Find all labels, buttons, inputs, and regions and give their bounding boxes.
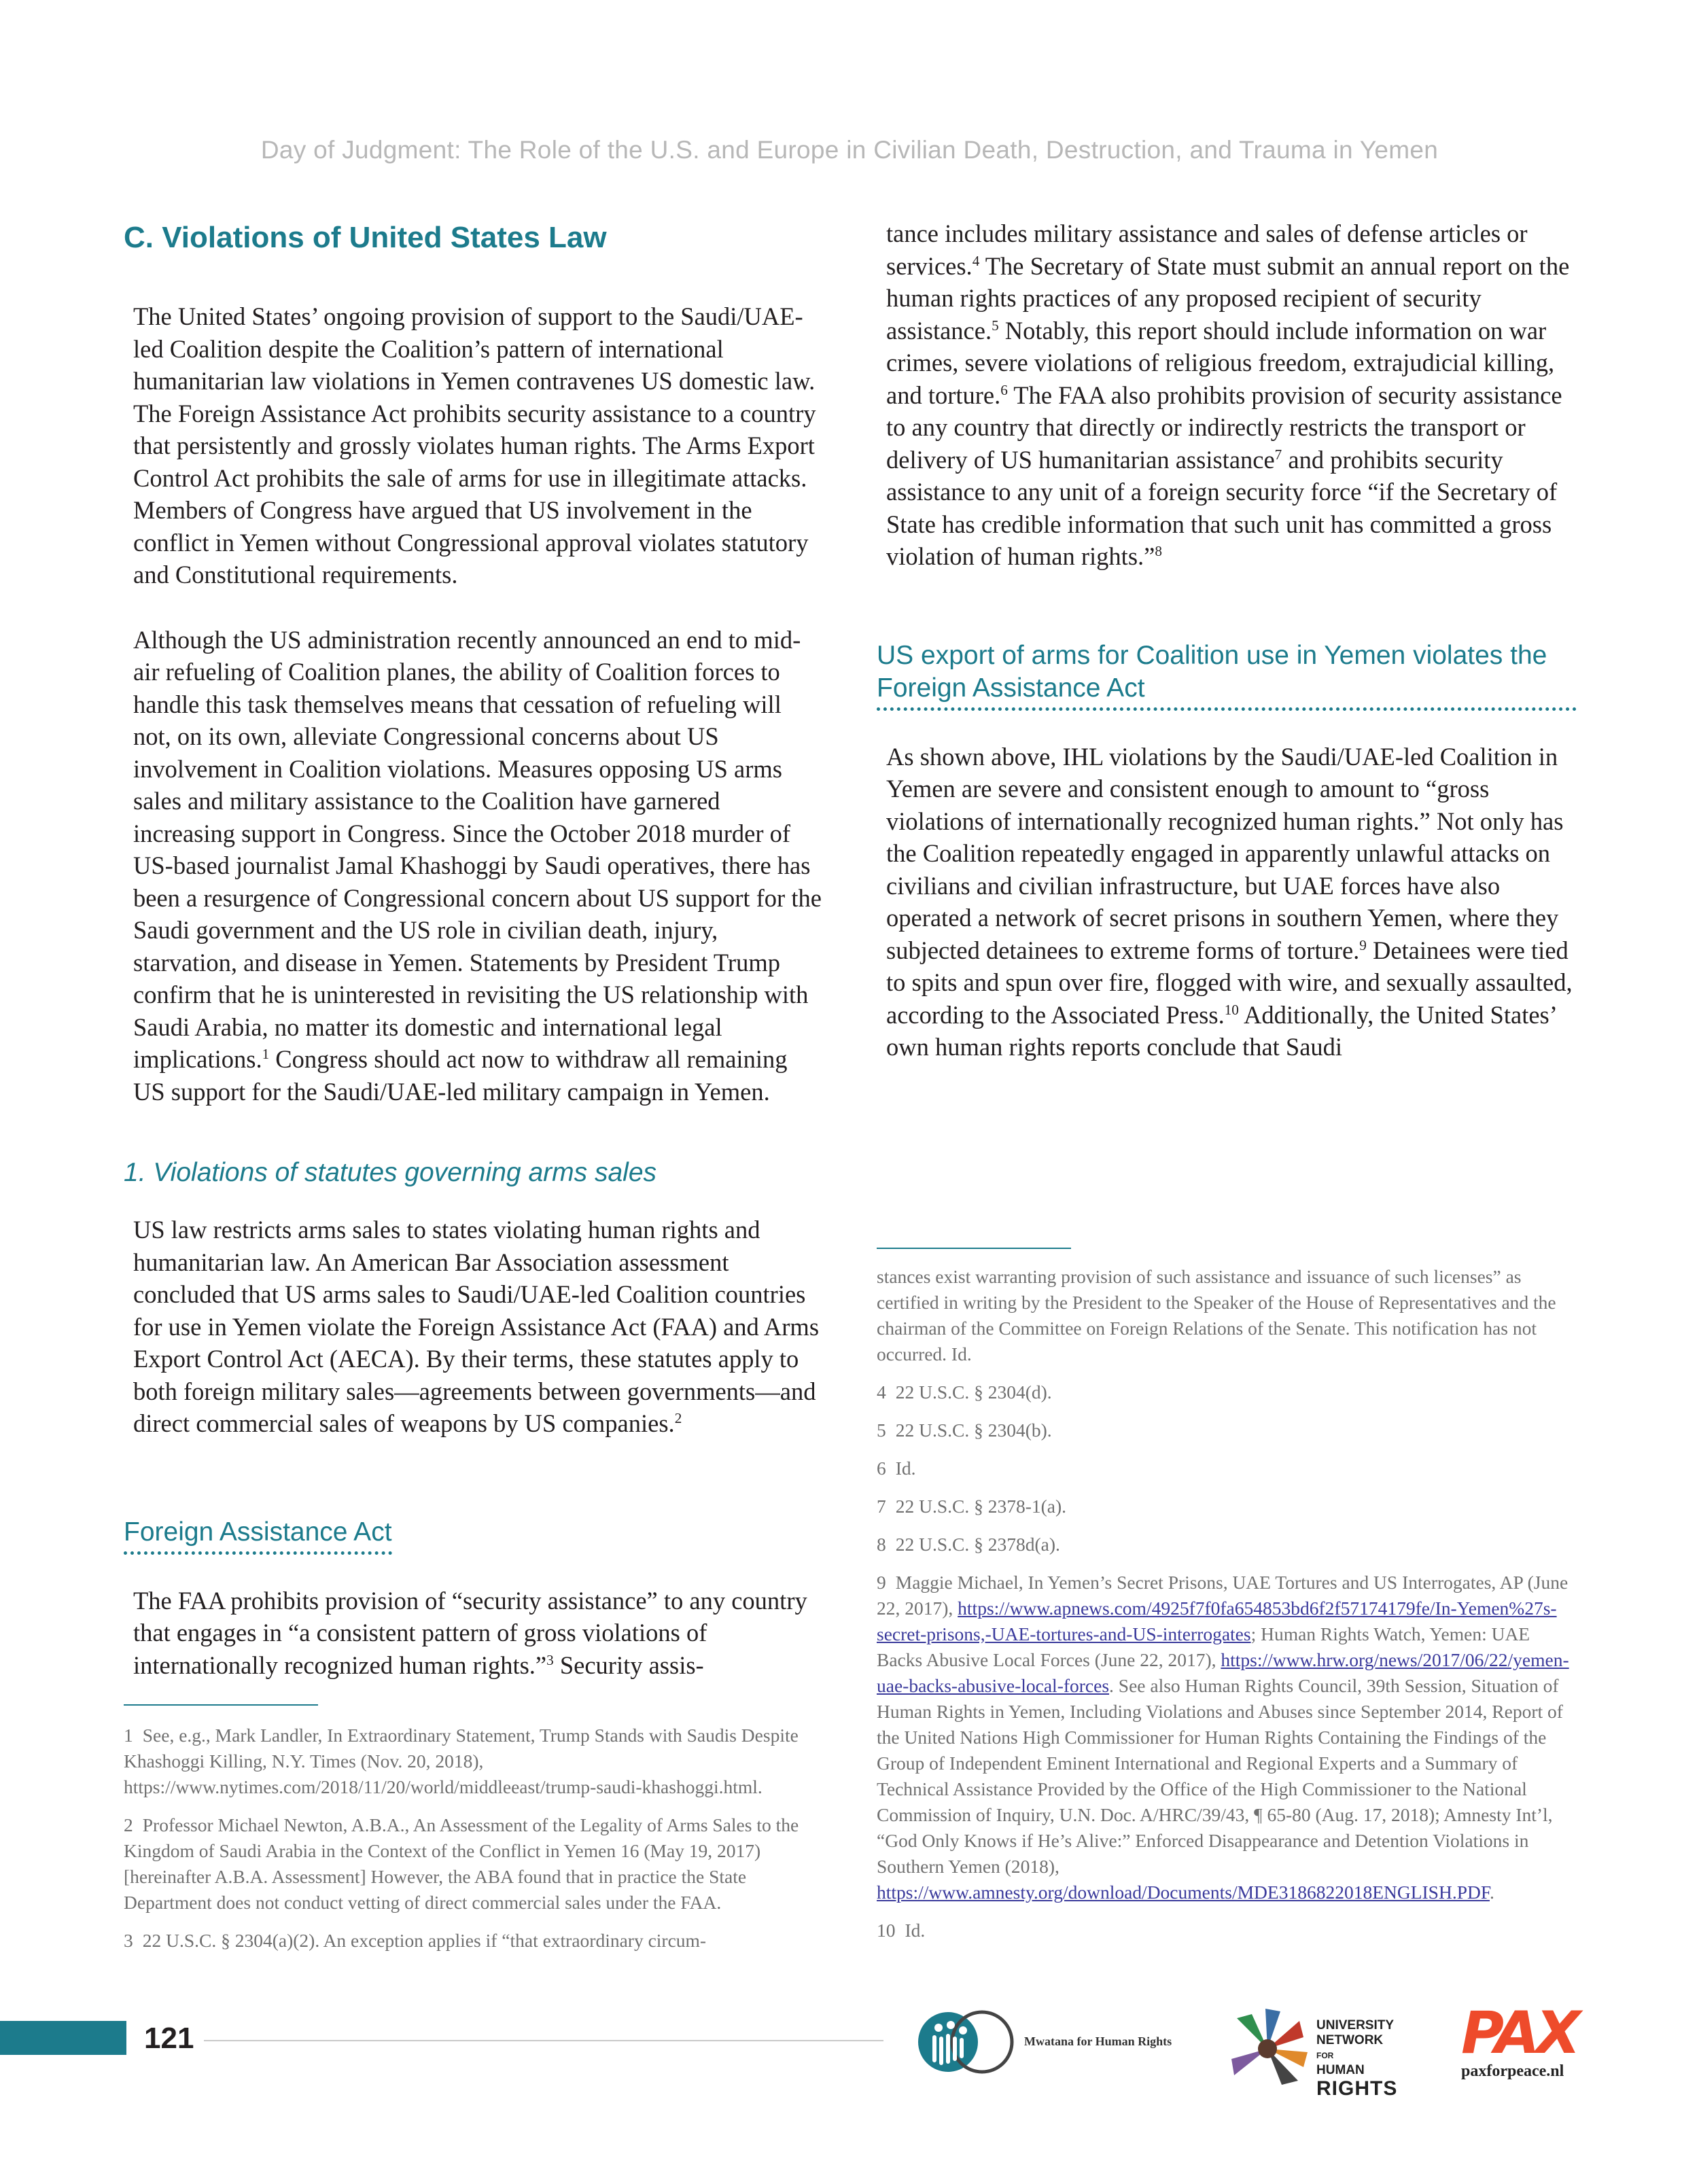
pax-wordmark: PAX: [1461, 1999, 1577, 2067]
text-run: Additionally, the United States’ own human rights reports conclude that Saudi: [886, 1000, 1556, 1061]
footnote-number: 9: [877, 1572, 886, 1593]
subsection-heading-foreign-assistance-act: Foreign Assistance Act: [124, 1516, 392, 1555]
footnote-ref[interactable]: 3: [546, 1651, 554, 1668]
footnote-text: See, e.g., Mark Landler, In Extraordinary Statement, Trump Stands with Saudis Despite Khashoggi Killing, N.Y. Times (Nov. 20, 2018), https://www.nytimes.com/2018/11/20/world/middleeast/trump-saudi-khashoggi.html.: [124, 1725, 799, 1797]
unhr-line: HUMAN: [1316, 2063, 1365, 2077]
footnote-text: .: [1489, 1882, 1494, 1903]
footnote-text: 22 U.S.C. § 2304(a)(2). An exception applies if “that extraordinary circum-: [142, 1930, 707, 1951]
university-network-for-human-rights-logo: [1223, 2005, 1400, 2100]
footnote-text: 22 U.S.C. § 2304(d).: [895, 1381, 1052, 1403]
footnote-text: 22 U.S.C. § 2378d(a).: [895, 1534, 1060, 1555]
footnote-ref[interactable]: 1: [262, 1045, 270, 1062]
footnote-ref[interactable]: 4: [972, 252, 980, 269]
footnote-number: 2: [124, 1814, 133, 1835]
mwatana-logo: [915, 2005, 1201, 2079]
text-run: Detainees were tied to spits and spun over fire, flogged with wire, and sexually assaulted, according to the Associated Press.: [886, 936, 1573, 1029]
footnote-number: 6: [877, 1458, 886, 1479]
body-paragraph: [877, 217, 1577, 573]
footnote-number: 5: [877, 1420, 886, 1441]
footnote-number: 1: [124, 1725, 133, 1746]
unhr-line: NETWORK: [1316, 2033, 1384, 2047]
text-run: and prohibits security assistance to any unit of a foreign security force “if the Secretary of State has credible information that such unit has committed a gross violation of human rights.”: [886, 445, 1558, 570]
footer-rule: [204, 2040, 883, 2041]
footnote-ref[interactable]: 9: [1359, 936, 1367, 953]
unhr-wordmark: [1316, 2018, 1397, 2100]
left-column: [124, 217, 824, 1714]
text-run: The Secretary of State must submit an annual report on the human rights practices of any proposed recipient of security assistance.: [886, 251, 1570, 345]
page-number: 121: [144, 2022, 194, 2055]
text-run: Notably, this report should include information on war crimes, severe violations of religious freedom, extrajudicial killing, and torture.: [886, 316, 1555, 409]
unhr-line: RIGHTS: [1316, 2077, 1398, 2100]
footnote-text: Maggie Michael, In Yemen’s Secret Prisons, UAE Tortures and US Interrogates, AP (June 22, 2017),: [877, 1572, 1569, 1619]
footnote-text: . See also Human Rights Council, 39th Session, Situation of Human Rights in Yemen, Including Violations and Abuses since September 2014, Report of the United Nations High Commissioner for Human Rights Containing the Findings of the Group of Independent Eminent International and Regional Experts and a Summary of Technical Assistance Provided by the Office of the High Commissioner to the National Commission of Inquiry, U.N. Doc. A/HRC/39/43, ¶ 65-80 (Aug. 17, 2018); Amnesty Int’l, “God Only Knows if He’s Alive:” Enforced Disappearance and Detention Violations in Southern Yemen (2018),: [877, 1675, 1563, 1877]
footnote-3-continued: stances exist warranting provision of such assistance and issuance of such licenses” as certified in writing by the President to the Speaker of the House of Representatives and the chairman of the Committee on Foreign Relations of the Senate. This notification has not occurred. Id.: [877, 1266, 1556, 1364]
footnote-number: 7: [877, 1496, 886, 1517]
hands-emblem-icon: [1223, 2005, 1312, 2093]
footnote-4: [877, 1379, 1577, 1405]
unhr-line: UNIVERSITY: [1316, 2018, 1395, 2032]
footnote-text: ; Human Rights Watch, Yemen: UAE Backs Abusive Local Forces (June 22, 2017),: [877, 1623, 1530, 1670]
footnote-link-amnesty[interactable]: https://www.amnesty.org/download/Documents/MDE3186822018ENGLISH.PDF: [877, 1882, 1490, 1903]
footnote-text: Professor Michael Newton, A.B.A., An Assessment of the Legality of Arms Sales to the Kingdom of Saudi Arabia in the Context of the Conflict in Yemen 16 (May 19, 2017) [hereinafter A.B.A. Assessment] However, the ABA found that in practice the State Department does not conduct vetting of direct commercial sales under the FAA.: [124, 1814, 799, 1913]
footnote-1: [124, 1723, 817, 1800]
footnote-9: [877, 1570, 1577, 1905]
text-run: tance includes military assistance and sales of defense articles or services.: [886, 219, 1528, 280]
footnote-ref[interactable]: 7: [1274, 446, 1282, 463]
text-run: As shown above, IHL violations by the Saudi/UAE-led Coalition in Yemen are severe and consistent enough to amount to “gross violations of internationally recognized human rights.” Not only has the Coalition repeatedly engaged in apparently unlawful attacks on civilians and civilian infrastructure, but UAE forces have also operated a network of secret prisons in southern Yemen, where they subjected detainees to extreme forms of torture.: [886, 742, 1564, 964]
text-run: The FAA also prohibits provision of security assistance to any country that directly or indirectly restricts the transport or delivery of US humanitarian assistance: [886, 381, 1562, 474]
footnote-number: 8: [877, 1534, 886, 1555]
right-column: [877, 217, 1577, 1096]
text-run: Although the US administration recently announced an end to mid-air refueling of Coalition planes, the ability of Coalition forces to handle this task themselves means that cessation of refueling will not, on its own, alleviate Congressional concerns about US involvement in Coalition violations. Measures opposing US arms sales and military assistance to the Coalition have garnered increasing support in Congress. Since the October 2018 murder of US-based journalist Jamal Khashoggi by Saudi operatives, there has been a resurgence of Congressional concern about US support for the Saudi government and the US role in civilian death, injury, starvation, and disease in Yemen. Statements by President Trump confirm that he is uninterested in revisiting the US relationship with Saudi Arabia, no matter its domestic and international legal implications.: [133, 625, 822, 1073]
footnote-ref[interactable]: 10: [1224, 1001, 1239, 1018]
footnote-text: Id.: [895, 1458, 916, 1479]
footnote-number: 3: [124, 1930, 133, 1951]
body-paragraph: [124, 1585, 824, 1682]
footnote-10: [877, 1918, 1577, 1943]
subsection-heading-us-export: US export of arms for Coalition use in Yemen violates the Foreign Assistance Act: [877, 639, 1577, 711]
footnote-ref[interactable]: 8: [1155, 542, 1162, 559]
footnote-number: 10: [877, 1920, 896, 1941]
body-paragraph: The United States’ ongoing provision of support to the Saudi/UAE-led Coalition despite the Coalition’s pattern of international humanitarian law violations in Yemen contravenes US domestic law. The Foreign Assistance Act prohibits security assistance to a country that persistently and grossly violates human rights. The Arms Export Control Act prohibits the sale of arms for use in illegitimate attacks. Members of Congress have argued that US involvement in the conflict in Yemen without Congressional approval violates statutory and Constitutional requirements.: [133, 302, 816, 588]
footnote-ref[interactable]: 2: [674, 1409, 682, 1426]
text-run: The FAA prohibits provision of “security assistance” to any country that engages in “a consistent pattern of gross violations of internationally recognized human rights.”: [133, 1586, 807, 1679]
running-header: Day of Judgment: The Role of the U.S. and Europe in Civilian Death, Destruction, and Trauma in Yemen: [260, 136, 1439, 164]
text-run: Congress should act now to withdraw all remaining US support for the Saudi/UAE-led military campaign in Yemen.: [133, 1045, 788, 1106]
footnotes-left: [124, 1723, 817, 1966]
footnote-text: 22 U.S.C. § 2304(b).: [895, 1420, 1052, 1441]
footnotes-right: [877, 1264, 1577, 1956]
unhr-line: FOR: [1316, 2051, 1334, 2060]
footnote-rule: [124, 1704, 318, 1706]
footnote-2: [124, 1812, 817, 1916]
footnote-number: 4: [877, 1381, 886, 1403]
footnote-text: 22 U.S.C. § 2378-1(a).: [895, 1496, 1067, 1517]
text-run: Security assis-: [553, 1651, 704, 1679]
footnote-rule: [877, 1248, 1071, 1249]
section-title: C. Violations of United States Law: [124, 221, 607, 254]
footnote-7: [877, 1494, 1577, 1519]
body-paragraph: [124, 1214, 824, 1440]
footnote-ref[interactable]: 5: [992, 317, 999, 334]
footnote-5: [877, 1417, 1577, 1443]
mwatana-logo-text: Mwatana for Human Rights: [1024, 2035, 1172, 2048]
pax-url: paxforpeace.nl: [1461, 2062, 1564, 2080]
footnote-text: Id.: [905, 1920, 926, 1941]
page-accent-bar: [0, 2021, 126, 2055]
footnote-link-apnews[interactable]: https://www.apnews.com/4925f7f0fa654853bd6f2f57174179fe/In-Yemen%27s-secret-prisons,-UAE-tortures-and-US-interrogates: [877, 1598, 1557, 1644]
mwatana-emblem-icon: [915, 2005, 1017, 2079]
footnote-6: [877, 1456, 1577, 1481]
footnote-ref[interactable]: 6: [1000, 381, 1008, 398]
subsection-heading: 1. Violations of statutes governing arms sales: [124, 1158, 657, 1187]
footnote-link-hrw[interactable]: https://www.hrw.org/news/2017/06/22/yemen-uae-backs-abusive-local-forces: [877, 1649, 1569, 1696]
body-paragraph: [124, 624, 824, 1108]
body-paragraph: [877, 741, 1577, 1063]
footnote-3: [124, 1928, 817, 1954]
pax-logo: [1461, 1999, 1587, 2080]
text-run: US law restricts arms sales to states violating human rights and humanitarian law. An American Bar Association assessment concluded that US arms sales to Saudi/UAE-led Coalition countries for use in Yemen violate the Foreign Assistance Act (FAA) and Arms Export Control Act (AECA). By their terms, these statutes apply to both foreign military sales—agreements between governments—and direct commercial sales of weapons by US companies.: [133, 1216, 820, 1437]
footnote-8: [877, 1532, 1577, 1557]
